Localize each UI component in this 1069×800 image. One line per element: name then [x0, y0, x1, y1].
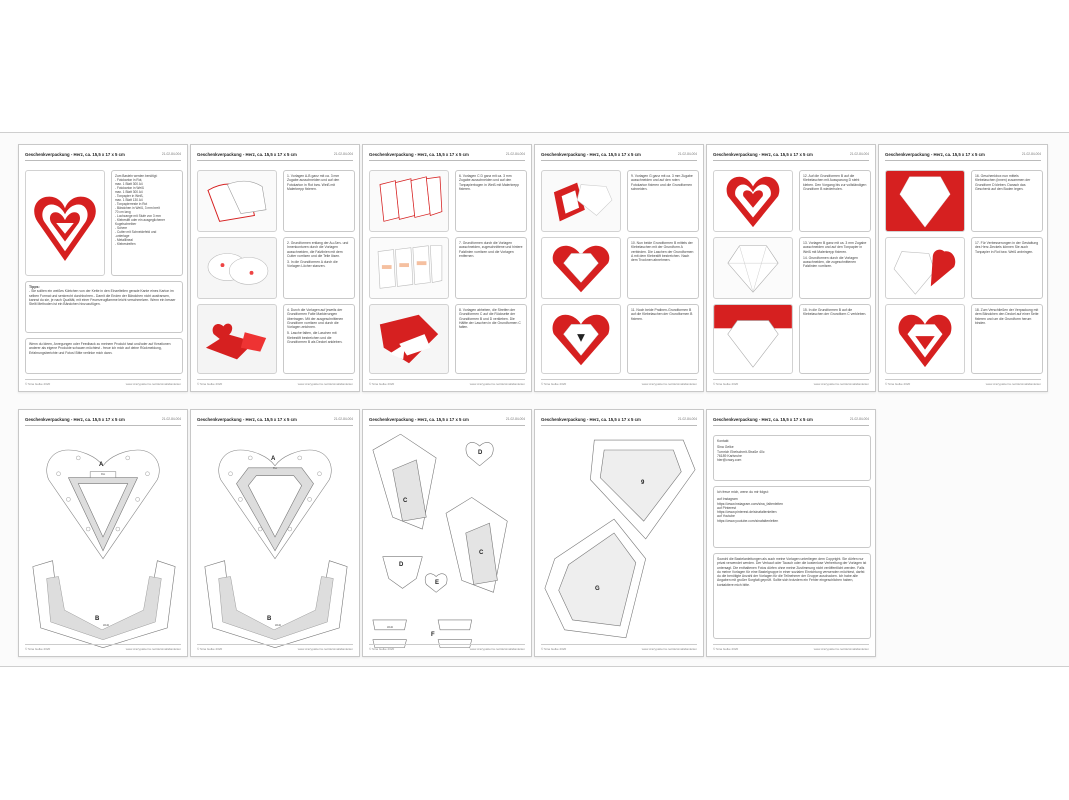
- material-item: - Fotokarton in Weiß: [115, 186, 144, 190]
- page-code: 21-02-84-004: [1021, 152, 1041, 156]
- step-text: 8. Vorlagen abheben, die Streifen der Grundformen C auf die Rückseite der Grundformen B und D verkleben. Die Hälfte der Laschen in die Grundformen C falten.: [455, 304, 527, 374]
- page-code: 21-02-84-004: [505, 417, 525, 421]
- page-footer: [541, 644, 697, 651]
- step-text: 9. Vorlagen G ganz mit ca. 3 mm Zugabe ausschneiden und auf den roten Fotokarton fixieren und die Grundformen schneiden.: [627, 170, 699, 232]
- material-item: 70 cm lang: [115, 210, 131, 214]
- part-label: A: [271, 456, 276, 462]
- page-footer: [885, 379, 1041, 386]
- footer-url: www.crazypatterns.net/de/sinafaltanleiten: [641, 647, 697, 651]
- step-photo: [369, 304, 449, 374]
- step-text: 11. Noch beide Pralinen-Grundformen B auf die Klebelaschen der Grundformen B fixieren.: [627, 304, 699, 374]
- material-item: - Metalllineal: [115, 238, 133, 242]
- part-label: 9: [641, 480, 645, 486]
- step-text-group: [799, 237, 871, 299]
- page-code: 21-02-84-004: [161, 417, 181, 421]
- contact-line: Turnrich Ebelschmit-Straße 40c: [717, 449, 765, 454]
- page-8-template: [190, 409, 360, 657]
- part-label: C: [479, 550, 484, 556]
- footer-url: www.crazypatterns.net/de/sinafaltanleiten: [297, 647, 353, 651]
- page-title: Geschenkverpackung - Herz, ca. 15,5 x 17 x 5 cm: [197, 151, 297, 157]
- tips-title: Tipps:: [29, 285, 40, 289]
- step-photo: [885, 304, 965, 374]
- follow-title: Ich freue mich, wenn du mir folgst:: [717, 490, 769, 494]
- step-photo: [713, 170, 793, 232]
- page-3: [362, 144, 532, 392]
- footer-copyright: © Sina Gelke 2020: [541, 647, 567, 651]
- footer-copyright: © Sina Gelke 2020: [541, 382, 567, 386]
- part-label: D: [399, 562, 404, 568]
- follow-box: [713, 486, 871, 548]
- footer-url: www.crazypatterns.net/de/sinafaltanleiten: [125, 647, 181, 651]
- page-6: [878, 144, 1048, 392]
- material-item: max. 1 Blatt 300 A4: [115, 190, 143, 194]
- page-title: Geschenkverpackung - Herz, ca. 15,5 x 17 x 5 cm: [541, 416, 641, 422]
- step-photo: [197, 304, 277, 374]
- page-footer: [541, 379, 697, 386]
- page-10-template: [534, 409, 704, 657]
- page-code: 21-02-84-004: [333, 152, 353, 156]
- step-photo: [197, 237, 277, 299]
- tips-box: [25, 281, 183, 333]
- step-text-group: [283, 237, 355, 299]
- step-text: 4. Durch die Vorlagen auf jeweils der Grundformen Falte Markierungen übertragen. Mit der ausgeschnittenen Grundform vorritzen und durch die Vorlagen zeichnen.: [287, 308, 344, 330]
- page-title: Geschenkverpackung - Herz, ca. 15,5 x 17 x 5 cm: [197, 416, 297, 422]
- footer-url: www.crazypatterns.net/de/sinafaltanleiten: [985, 382, 1041, 386]
- footer-copyright: © Sina Gelke 2020: [713, 647, 739, 651]
- page-9-template: [362, 409, 532, 657]
- page-footer: [197, 379, 353, 386]
- footer-copyright: © Sina Gelke 2020: [369, 382, 395, 386]
- material-item: - Klebestift oder ein ausgeglichener: [115, 218, 165, 222]
- part-label: B: [267, 616, 272, 622]
- follow-link[interactable]: https://www.instagram.com/sina_faltenleiten: [717, 501, 783, 506]
- footer-copyright: © Sina Gelke 2020: [25, 382, 51, 386]
- page-code: 21-02-84-004: [677, 152, 697, 156]
- step-text: 17. Für Verbesserungen in der Gestaltung des Herz-Deckels können Sie auch Tonpapier in Rot bzw. Weiß anbringen.: [971, 237, 1043, 299]
- page-header: [713, 153, 869, 161]
- document-strip: [0, 132, 1069, 667]
- footer-url: www.crazypatterns.net/de/sinafaltanleiten: [297, 382, 353, 386]
- tips-text: - Sie sollten ein weißes Kärtchen von der Kette in den Einzelteilen gerade Kante eines Karton im selben Format und senkrecht durchbohren.- Damit die Enden der Bändchen nicht ausfransen, kannst du sie, je nach Qualität, mit einer Feuerzeugflamme leicht verschmelzen. Wenn ein besser Stellt Methoden ist ein Bändchen hinzuzufügen.: [29, 289, 176, 307]
- step-photo: [541, 304, 621, 374]
- part-color-label: Rot: [101, 473, 106, 476]
- footer-url: www.crazypatterns.net/de/sinafaltanleiten: [125, 382, 181, 386]
- step-text: 18. Zum Verschließen der Verpackung mit dem Bändchen den Deckel auf einer Seite fixieren und um die Grundform herum binden.: [971, 304, 1043, 374]
- step-photo: [369, 237, 449, 299]
- page-footer: [197, 644, 353, 651]
- footer-copyright: © Sina Gelke 2020: [369, 647, 395, 651]
- page-header: [25, 153, 181, 161]
- part-label: B: [95, 616, 100, 622]
- page-4: [534, 144, 704, 392]
- footer-copyright: © Sina Gelke 2020: [197, 382, 223, 386]
- page-footer: [25, 644, 181, 651]
- page-title: Geschenkverpackung - Herz, ca. 15,5 x 17 x 5 cm: [885, 151, 985, 157]
- page-footer: [713, 379, 869, 386]
- materials-box: [111, 170, 183, 276]
- material-item: - Klebestreifen: [115, 242, 136, 246]
- page-title: Geschenkverpackung - Herz, ca. 15,5 x 17 x 5 cm: [369, 416, 469, 422]
- footer-copyright: © Sina Gelke 2020: [885, 382, 911, 386]
- step-text: 10. Nun beide Grundformen B mittels der Klebelaschen mit der Grundform A verbinden. Die Laschen der Grundformen A mit dem Klebestift bestreichen. Nach dem Trocknen abnehmen.: [627, 237, 699, 299]
- page-footer: [25, 379, 181, 386]
- footer-copyright: © Sina Gelke 2020: [25, 647, 51, 651]
- template-diagram: [191, 410, 359, 656]
- material-item: Kugelschreiber: [115, 222, 137, 226]
- step-photo: [197, 170, 277, 232]
- footer-url: www.crazypatterns.net/de/sinafaltanleiten: [813, 382, 869, 386]
- footer-url: www.crazypatterns.net/de/sinafaltanleiten: [469, 647, 525, 651]
- step-text: 1. Vorlagen A-B ganz mit ca. 3 mm Zugabe ausschneiden und auf den Fotokarton in Rot bzw. Weiß mit Malerkrepp fixieren.: [283, 170, 355, 232]
- material-item: - Tonpapier in Weiß,: [115, 194, 144, 198]
- page-7-template: [18, 409, 188, 657]
- contact-line: Sina Gelke: [717, 445, 734, 450]
- part-color-label: Weiß: [387, 626, 394, 629]
- page-11-contact: [706, 409, 876, 657]
- page-header: [713, 418, 869, 426]
- page-2: [190, 144, 360, 392]
- page-1: [18, 144, 188, 392]
- page-code: 21-02-84-004: [333, 417, 353, 421]
- page-footer: [369, 379, 525, 386]
- footer-copyright: © Sina Gelke 2020: [197, 647, 223, 651]
- materials-intro: Zum Basteln werden benötigt:: [115, 174, 158, 178]
- step-photo: [541, 237, 621, 299]
- contact-box: [713, 435, 871, 481]
- page-title: Geschenkverpackung - Herz, ca. 15,5 x 17 x 5 cm: [25, 416, 125, 422]
- part-label: E: [435, 580, 440, 586]
- legal-text: Sowohl die Bastelanleitungen als auch meine Vorlagen unterliegen dem Copyright. Sie dürfen nur privat verwendet werden. Der Verkauf oder Tausch oder die kostenlose Verbreitung der Vorlagen ist untersagt. Die enthaltenen Fotos dürfen ohne meine Zustimmung nicht veröffentlicht werden. Falls du meine Vorlagen für eine Bastelgruppe in einer sozialen Einrichtung verwenden möchtest, darfst du die benötigte Anzahl der Vorlagen für die Teilnehmer der Gruppe ausdrucken. Ich habe alle Angaben mit großer Sorgfalt geprüft. Sollte sich trotzdem ein Fehler eingeschlichen haben, kontaktiere mich bitte.: [717, 557, 867, 587]
- follow-line: auf Pinterest: [717, 505, 737, 510]
- material-item: max. 1 Blatt 300 A4: [115, 182, 143, 186]
- part-color-label: Weiß: [103, 624, 110, 627]
- follow-line: auf Instagram: [717, 497, 738, 502]
- step-text: 5. Lasche falten, die Laschen mit Klebestift bestreichen und die Grundformen B als Deckel ankleben.: [287, 331, 343, 345]
- step-text: 14. Grundformen durch die Vorlagen ausschneiden, die zugeschnittenen Falzlinien vorritzen.: [803, 255, 858, 269]
- step-photo: [885, 170, 965, 232]
- page-title: Geschenkverpackung - Herz, ca. 15,5 x 17 x 5 cm: [25, 151, 125, 157]
- legal-box: [713, 553, 871, 639]
- material-item: -unterlage: [115, 234, 130, 238]
- contact-title: Kontakt: [717, 439, 729, 443]
- part-label: F: [431, 632, 435, 638]
- material-item: - Tonpapierreste in Rot: [115, 202, 148, 206]
- page-title: Geschenkverpackung - Herz, ca. 15,5 x 17 x 5 cm: [713, 416, 813, 422]
- material-item: - Lochzange mit Stufe von 3 mm: [115, 214, 161, 218]
- step-text: 2. Grundformen entlang der Au-ßen- und Innenkonturen durch die Vorlagen ausschneiden, die Falzlinien mit dem Cutter vorritzen und die Teile lösen.: [287, 241, 349, 258]
- step-text: 15. In die Grundformen B auf die Klebelaschen der Grundform C verkleben.: [799, 304, 871, 374]
- follow-link[interactable]: https://www.pinterest.de/sinafaltenleiten: [717, 510, 777, 515]
- step-photo: [885, 237, 965, 299]
- page-code: 21-02-84-004: [505, 152, 525, 156]
- template-diagram: [535, 410, 703, 656]
- page-5: [706, 144, 876, 392]
- page-footer: [713, 644, 869, 651]
- footer-copyright: © Sina Gelke 2020: [713, 382, 739, 386]
- contact-line: hier@crazy.com: [717, 458, 742, 463]
- material-item: max. 1 Blatt 130 A4: [115, 198, 143, 202]
- page-code: 21-02-84-004: [849, 152, 869, 156]
- material-item: - Cutter mit Schneidefeld und: [115, 230, 157, 234]
- material-item: - Fotokarton in Rot,: [115, 178, 143, 182]
- part-color-label: Weiß: [275, 624, 282, 627]
- step-text: 3. In die Grundformen A durch die Vorlagen Löcher stanzen.: [287, 260, 338, 269]
- part-color-label: Rot: [273, 467, 278, 470]
- note-text: Wenn du Ideen, Anregungen oder Feedback zu meinem Produkt hast und/oder auf Kreationen anderer als eigene Produkte schauen möchtest - freue ich mich auf deine Rückmeldung, Erfahrungsberichte und Fotos! Bitte verlinke mich dann.: [29, 342, 171, 355]
- part-label: G: [595, 586, 600, 592]
- footer-url: www.crazypatterns.net/de/sinafaltanleiten: [813, 647, 869, 651]
- page-title: Geschenkverpackung - Herz, ca. 15,5 x 17 x 5 cm: [369, 151, 469, 157]
- footer-url: www.crazypatterns.net/de/sinafaltanleiten: [641, 382, 697, 386]
- page-header: [885, 153, 1041, 161]
- step-text-group: [283, 304, 355, 374]
- step-photo: [713, 304, 793, 374]
- contact-line: 76189 Karlsruhe: [717, 453, 742, 458]
- step-photo: [541, 170, 621, 232]
- note-box: [25, 338, 183, 374]
- heart-box-image: [26, 171, 104, 275]
- page-title: Geschenkverpackung - Herz, ca. 15,5 x 17 x 5 cm: [541, 151, 641, 157]
- page-header: [541, 153, 697, 161]
- step-text: 7. Grundformen durch die Vorlagen ausschneiden, zugeschnittene und hintere Falzlinien vorritzen und die Vorlagen entfernen.: [455, 237, 527, 299]
- step-photo: [713, 237, 793, 299]
- page-code: 21-02-84-004: [677, 417, 697, 421]
- step-text: 6. Vorlagen C D ganz mit ca. 3 mm Zugabe ausschneiden und auf den Tonpapierbogen in Weiß mit Malerkrepp fixieren.: [455, 170, 527, 232]
- heart-box-photo: [25, 170, 105, 276]
- page-code: 21-02-84-004: [161, 152, 181, 156]
- page-header: [197, 153, 353, 161]
- page-header: [369, 153, 525, 161]
- material-item: - Bändchen in Weiß, 3 mm breit: [115, 206, 160, 210]
- part-label: D: [478, 450, 483, 456]
- page-footer: [369, 644, 525, 651]
- part-label: C: [403, 498, 408, 504]
- template-diagram: [19, 410, 187, 656]
- step-photo: [369, 170, 449, 232]
- step-text: 12. Auf die Grundformen B auf die Klebelaschen mit Aussparung D steht kleben. Den Vorgang bis zur vollständigen Grundform B wiederholen.: [799, 170, 871, 232]
- template-diagram: [363, 410, 531, 656]
- page-title: Geschenkverpackung - Herz, ca. 15,5 x 17 x 5 cm: [713, 151, 813, 157]
- step-text: 16. Geschenkbox nun mittels Klebelaschen (innen) zusammen der Grundform D kleben. Danach das Geschenk auf den Boden legen.: [971, 170, 1043, 232]
- part-label: A: [99, 462, 104, 468]
- page-code: 21-02-84-004: [849, 417, 869, 421]
- material-item: - Schere: [115, 226, 128, 230]
- follow-link[interactable]: https://www.youtube.com/sinafaltenleiten: [717, 518, 779, 523]
- footer-url: www.crazypatterns.net/de/sinafaltanleiten: [469, 382, 525, 386]
- step-text: 13. Vorlagen B ganz mit ca. 3 mm Zugabe ausschneiden und auf den Tonpapier in Weiß mit Malerkrepp fixieren.: [803, 241, 867, 254]
- follow-line: auf Youtube: [717, 514, 735, 519]
